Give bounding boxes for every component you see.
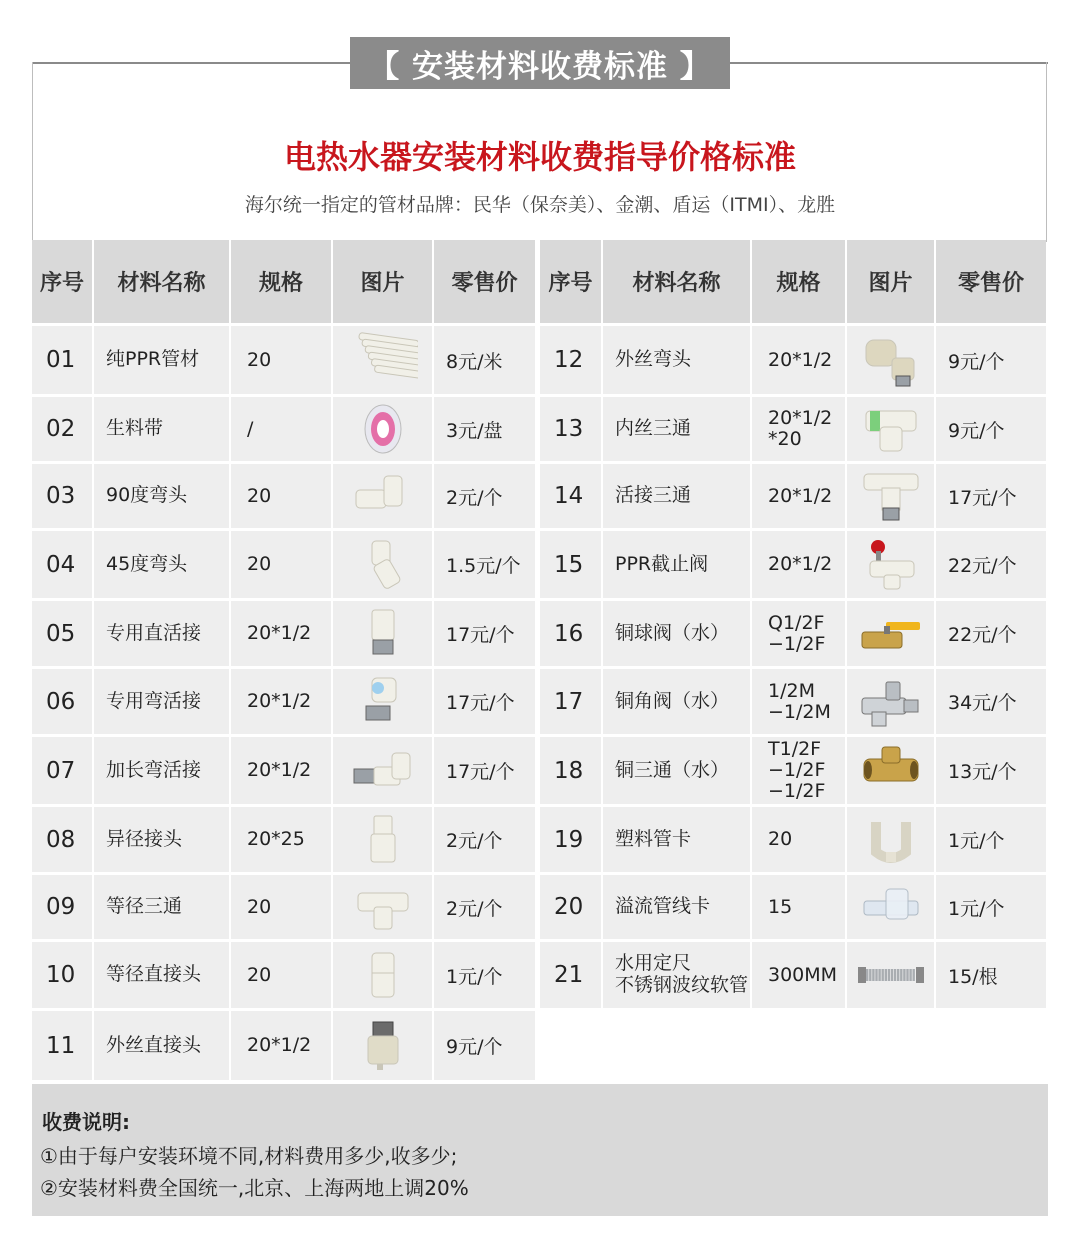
table-cell-price: 9元/个	[936, 397, 1046, 461]
table-cell-no: 08	[32, 807, 92, 872]
table-cell-name: 铜角阀（水）	[603, 669, 750, 734]
column-header: 序号	[540, 240, 601, 323]
table-cell-spec: 20	[231, 531, 331, 598]
table-cell-spec: 20*1/2	[231, 1011, 331, 1080]
union-tee-icon	[847, 464, 934, 528]
table-cell-name: 加长弯活接	[94, 737, 229, 804]
table-cell-name: 专用弯活接	[94, 669, 229, 734]
table-cell-price: 15/根	[936, 942, 1046, 1008]
table-cell-spec: 20	[231, 464, 331, 528]
table-cell-spec: 20	[231, 326, 331, 394]
notes-line-2: ②安装材料费全国统一,北京、上海两地上调20%	[40, 1176, 469, 1200]
table-cell-no: 02	[32, 397, 92, 461]
brass-tee-icon	[847, 737, 934, 804]
table-cell-no: 19	[540, 807, 601, 872]
tape-roll-icon	[333, 397, 432, 461]
table-cell-price: 13元/个	[936, 737, 1046, 804]
straight-union-icon	[333, 601, 432, 666]
table-cell-no: 11	[32, 1011, 92, 1080]
table-cell-name: 生料带	[94, 397, 229, 461]
table-cell-price: 1元/个	[936, 807, 1046, 872]
long-elbow-union-icon	[333, 737, 432, 804]
column-header: 序号	[32, 240, 92, 323]
table-cell-name: 铜三通（水）	[603, 737, 750, 804]
table-cell-price: 3元/盘	[434, 397, 535, 461]
table-cell-name: 等径三通	[94, 875, 229, 939]
table-cell-spec: 20	[231, 875, 331, 939]
table-cell-no: 09	[32, 875, 92, 939]
table-cell-price: 17元/个	[434, 601, 535, 666]
table-cell-price: 22元/个	[936, 531, 1046, 598]
table-cell-no: 04	[32, 531, 92, 598]
male-thread-elbow-icon	[847, 326, 934, 394]
table-cell-spec: 1/2M −1/2M	[752, 669, 845, 734]
angle-valve-icon	[847, 669, 934, 734]
table-cell-no: 10	[32, 942, 92, 1008]
table-cell-spec: 20*1/2	[231, 669, 331, 734]
table-cell-price: 17元/个	[434, 669, 535, 734]
table-cell-no: 21	[540, 942, 601, 1008]
notes-title: 收费说明:	[42, 1110, 130, 1134]
column-header: 规格	[752, 240, 845, 323]
table-cell-price: 1元/个	[936, 875, 1046, 939]
table-cell-spec: 300MM	[752, 942, 845, 1008]
fee-notes	[32, 1084, 1048, 1216]
column-header: 材料名称	[94, 240, 229, 323]
table-cell-spec: Q1/2F −1/2F	[752, 601, 845, 666]
column-header: 图片	[847, 240, 934, 323]
stop-valve-icon	[847, 531, 934, 598]
table-cell-name: 外丝弯头	[603, 326, 750, 394]
coupling-icon	[333, 942, 432, 1008]
table-cell-no: 12	[540, 326, 601, 394]
table-cell-name: PPR截止阀	[603, 531, 750, 598]
table-cell-no: 20	[540, 875, 601, 939]
brand-subtitle: 海尔统一指定的管材品牌：民华（保奈美）、金潮、盾运（ITMI）、龙胜	[244, 194, 836, 216]
column-header: 零售价	[434, 240, 535, 323]
table-cell-spec: 20*1/2	[752, 531, 845, 598]
table-cell-name: 外丝直接头	[94, 1011, 229, 1080]
table-cell-no: 07	[32, 737, 92, 804]
table-cell-price: 2元/个	[434, 464, 535, 528]
table-cell-price: 2元/个	[434, 875, 535, 939]
table-cell-spec: 20	[752, 807, 845, 872]
corrugated-hose-icon	[847, 942, 934, 1008]
table-cell-spec: 20*1/2	[752, 464, 845, 528]
table-cell-name: 水用定尺 不锈钢波纹软管	[603, 942, 750, 1008]
table-cell-no: 03	[32, 464, 92, 528]
table-cell-price: 34元/个	[936, 669, 1046, 734]
elbow-45-icon	[333, 531, 432, 598]
table-cell-no: 16	[540, 601, 601, 666]
column-header: 材料名称	[603, 240, 750, 323]
elbow-90-icon	[333, 464, 432, 528]
table-cell-spec: 20*25	[231, 807, 331, 872]
overflow-clip-icon	[847, 875, 934, 939]
table-cell-price: 2元/个	[434, 807, 535, 872]
table-cell-price: 9元/个	[936, 326, 1046, 394]
table-cell-price: 22元/个	[936, 601, 1046, 666]
table-cell-spec: /	[231, 397, 331, 461]
table-cell-no: 15	[540, 531, 601, 598]
table-cell-spec: 15	[752, 875, 845, 939]
table-cell-price: 17元/个	[434, 737, 535, 804]
tee-icon	[333, 875, 432, 939]
table-cell-no: 18	[540, 737, 601, 804]
table-cell-name: 90度弯头	[94, 464, 229, 528]
table-cell-price: 17元/个	[936, 464, 1046, 528]
column-header: 规格	[231, 240, 331, 323]
table-cell-spec: 20*1/2 *20	[752, 397, 845, 461]
table-cell-name: 塑料管卡	[603, 807, 750, 872]
male-thread-coupling-icon	[333, 1011, 432, 1080]
table-cell-spec: T1/2F −1/2F −1/2F	[752, 737, 845, 804]
pipe-bundle-icon	[333, 326, 432, 394]
table-cell-name: 活接三通	[603, 464, 750, 528]
table-cell-name: 纯PPR管材	[94, 326, 229, 394]
table-cell-name: 专用直活接	[94, 601, 229, 666]
page-title: 电热水器安装材料收费指导价格标准	[283, 138, 796, 176]
table-cell-name: 等径直接头	[94, 942, 229, 1008]
table-cell-name: 内丝三通	[603, 397, 750, 461]
table-cell-price: 1元/个	[434, 942, 535, 1008]
ball-valve-icon	[847, 601, 934, 666]
table-cell-name: 异径接头	[94, 807, 229, 872]
table-cell-no: 17	[540, 669, 601, 734]
table-cell-spec: 20*1/2	[231, 737, 331, 804]
elbow-union-icon	[333, 669, 432, 734]
table-cell-price: 9元/个	[434, 1011, 535, 1080]
table-cell-no: 06	[32, 669, 92, 734]
column-header: 零售价	[936, 240, 1046, 323]
table-cell-spec: 20	[231, 942, 331, 1008]
column-header: 图片	[333, 240, 432, 323]
table-cell-no: 13	[540, 397, 601, 461]
table-cell-spec: 20*1/2	[231, 601, 331, 666]
table-cell-no: 01	[32, 326, 92, 394]
notes-line-1: ①由于每户安装环境不同,材料费用多少,收多少;	[40, 1144, 458, 1168]
table-cell-price: 8元/米	[434, 326, 535, 394]
table-cell-name: 铜球阀（水）	[603, 601, 750, 666]
table-cell-name: 溢流管线卡	[603, 875, 750, 939]
table-cell-spec: 20*1/2	[752, 326, 845, 394]
table-cell-name: 45度弯头	[94, 531, 229, 598]
pipe-clip-icon	[847, 807, 934, 872]
reducer-icon	[333, 807, 432, 872]
female-thread-tee-icon	[847, 397, 934, 461]
table-cell-price: 1.5元/个	[434, 531, 535, 598]
table-cell-no: 05	[32, 601, 92, 666]
table-cell-no: 14	[540, 464, 601, 528]
section-banner: 【 安装材料收费标准 】	[350, 37, 730, 89]
